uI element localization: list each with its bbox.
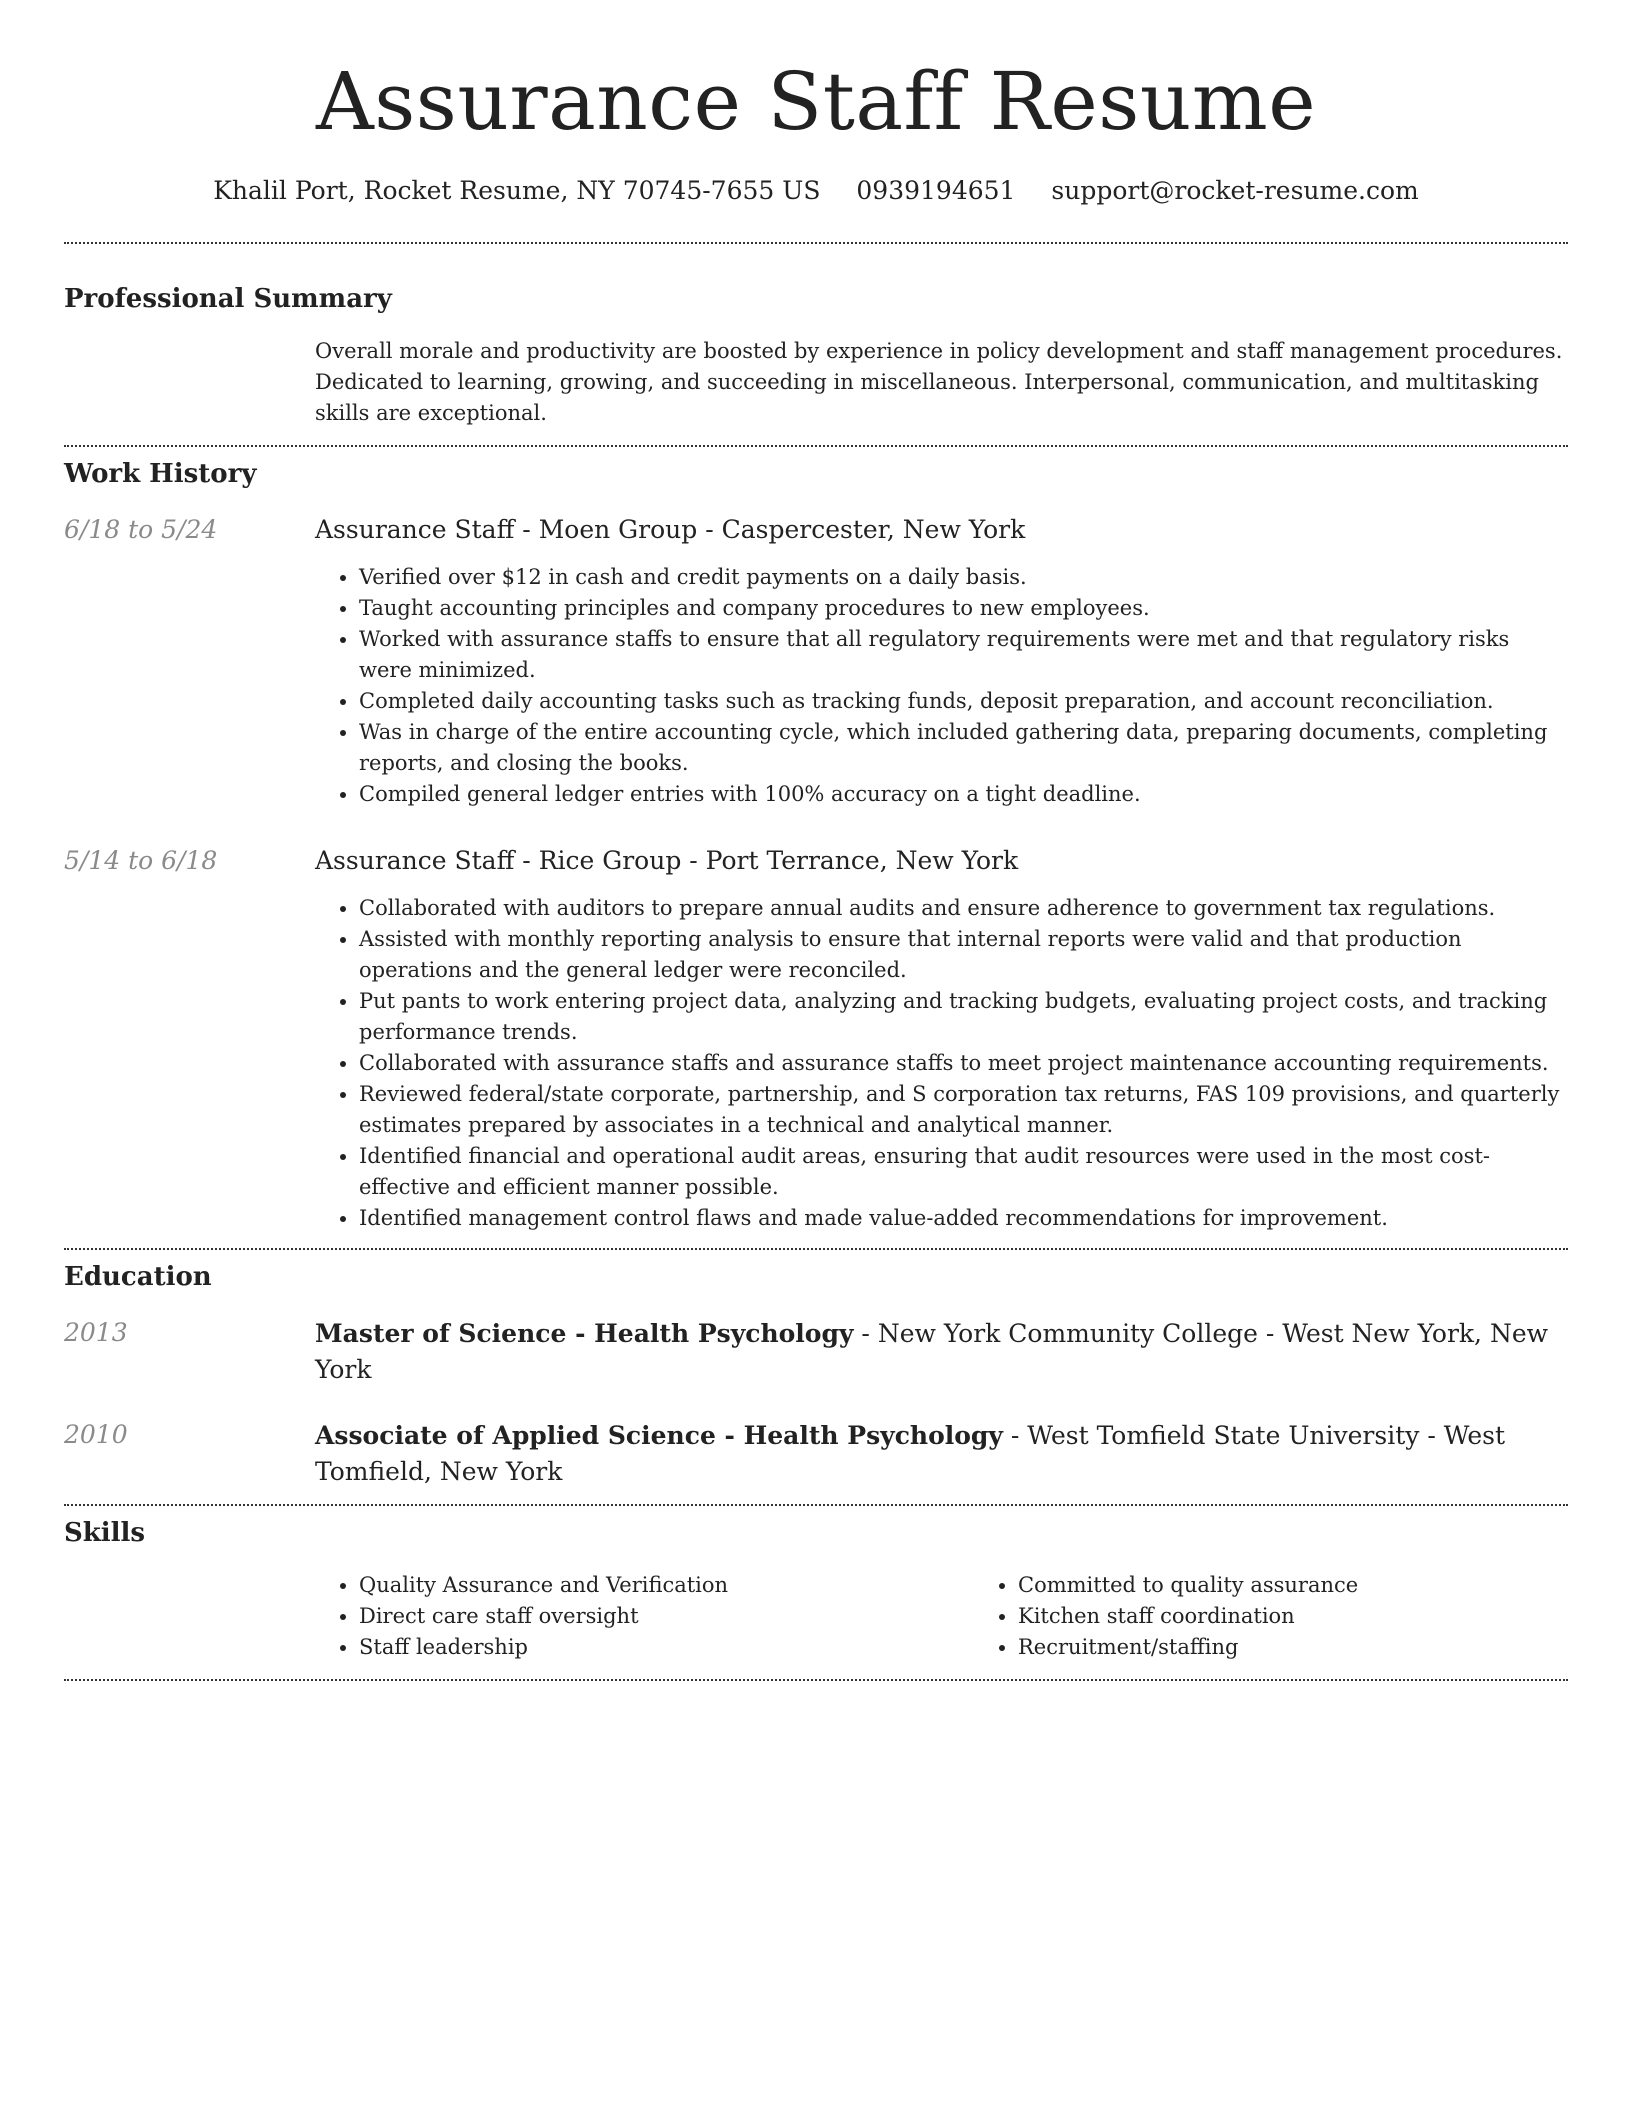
job-bullets bbox=[315, 562, 1568, 810]
education-details bbox=[315, 1418, 1568, 1490]
skills-row bbox=[64, 1570, 1568, 1663]
skills-section bbox=[64, 1516, 1568, 1663]
list-item: • Collaborated with auditors to prepare annual audits and ensure adherence to government tax regulations. bbox=[359, 893, 1568, 924]
education-year: 2013 bbox=[64, 1318, 128, 1347]
list-item: • Quality Assurance and Verification bbox=[359, 1570, 974, 1601]
divider bbox=[64, 445, 1568, 447]
list-item: • Recruitment/staffing bbox=[1018, 1632, 1632, 1663]
list-item: • Assisted with monthly reporting analysis to ensure that internal reports were valid and that production operations and the general ledger were reconciled. bbox=[359, 924, 1568, 986]
list-item: • Put pants to work entering project data, analyzing and tracking budgets, evaluating project costs, and tracking performance trends. bbox=[359, 986, 1568, 1048]
summary-section bbox=[64, 282, 1568, 429]
list-item: • Reviewed federal/state corporate, partnership, and S corporation tax returns, FAS 109 provisions, and quarterly estimates prepared by associates in a technical and analytical manner. bbox=[359, 1079, 1568, 1141]
job-dates: 5/14 to 6/18 bbox=[64, 846, 218, 875]
job-details bbox=[315, 844, 1568, 1234]
education-title bbox=[315, 1316, 1568, 1388]
education-section bbox=[64, 1260, 1568, 1490]
work-history-heading: Work History bbox=[64, 459, 257, 489]
list-item: • Committed to quality assurance bbox=[1018, 1570, 1632, 1601]
education-school: - New York Community College - West New York, New York bbox=[315, 1319, 1549, 1384]
summary-spacer bbox=[64, 336, 315, 429]
skills-list-left bbox=[315, 1570, 974, 1663]
job-title: Assurance Staff - Moen Group - Caspercester, New York bbox=[315, 515, 1026, 544]
education-entry bbox=[64, 1418, 1568, 1490]
skills-spacer bbox=[64, 1570, 315, 1663]
education-degree: Master of Science - Health Psychology bbox=[315, 1319, 854, 1348]
job-bullets bbox=[315, 893, 1568, 1234]
education-heading: Education bbox=[64, 1262, 212, 1292]
contact-email: support@rocket-resume.com bbox=[1051, 176, 1419, 205]
list-item: • Was in charge of the entire accounting cycle, which included gathering data, preparing documents, completing reports, and closing the books. bbox=[359, 717, 1568, 779]
summary-body bbox=[315, 336, 1568, 429]
list-item: • Direct care staff oversight bbox=[359, 1601, 974, 1632]
education-year: 2010 bbox=[64, 1420, 128, 1449]
education-degree: Associate of Applied Science - Health Psychology bbox=[315, 1421, 1003, 1450]
summary-text: Overall morale and productivity are boosted by experience in policy development and staff management procedures. Dedicated to learning, growing, and succeeding in miscellaneous. Interpersonal, communication, and multitasking skills are exceptional. bbox=[315, 339, 1563, 425]
summary-heading: Professional Summary bbox=[64, 284, 392, 314]
contact-phone: 0939194651 bbox=[856, 176, 1016, 205]
job-entry bbox=[64, 844, 1568, 1234]
list-item: • Identified management control flaws and made value-added recommendations for improvement. bbox=[359, 1203, 1568, 1234]
resume-title: Assurance Staff Resume bbox=[315, 55, 1317, 148]
job-entry bbox=[64, 513, 1568, 810]
list-item: • Taught accounting principles and company procedures to new employees. bbox=[359, 593, 1568, 624]
skills-grid bbox=[315, 1570, 1632, 1663]
education-title bbox=[315, 1418, 1568, 1490]
list-item: • Staff leadership bbox=[359, 1632, 974, 1663]
list-item: • Completed daily accounting tasks such as tracking funds, deposit preparation, and account reconciliation. bbox=[359, 686, 1568, 717]
job-title: Assurance Staff - Rice Group - Port Terrance, New York bbox=[315, 846, 1019, 875]
list-item: • Collaborated with assurance staffs and assurance staffs to meet project maintenance accounting requirements. bbox=[359, 1048, 1568, 1079]
contact-line bbox=[64, 174, 1568, 208]
list-item: • Identified financial and operational audit areas, ensuring that audit resources were used in the most cost-effective and efficient manner possible. bbox=[359, 1141, 1568, 1203]
list-item: • Worked with assurance staffs to ensure that all regulatory requirements were met and that regulatory risks were minimized. bbox=[359, 624, 1568, 686]
education-details bbox=[315, 1316, 1568, 1388]
divider bbox=[64, 242, 1568, 244]
education-entry bbox=[64, 1316, 1568, 1388]
skills-list-right bbox=[974, 1570, 1632, 1663]
divider bbox=[64, 1679, 1568, 1681]
divider bbox=[64, 1504, 1568, 1506]
list-item: • Compiled general ledger entries with 100% accuracy on a tight deadline. bbox=[359, 779, 1568, 810]
education-school: - West Tomfield State University - West Tomfield, New York bbox=[315, 1421, 1506, 1486]
list-item: • Kitchen staff coordination bbox=[1018, 1601, 1632, 1632]
skills-heading: Skills bbox=[64, 1518, 146, 1548]
divider bbox=[64, 1248, 1568, 1250]
job-details bbox=[315, 513, 1568, 810]
contact-address: Khalil Port, Rocket Resume, NY 70745-7655 US bbox=[213, 176, 821, 205]
list-item: • Verified over $12 in cash and credit payments on a daily basis. bbox=[359, 562, 1568, 593]
job-dates: 6/18 to 5/24 bbox=[64, 515, 218, 544]
work-history-section bbox=[64, 457, 1568, 1234]
summary-row bbox=[64, 336, 1568, 429]
